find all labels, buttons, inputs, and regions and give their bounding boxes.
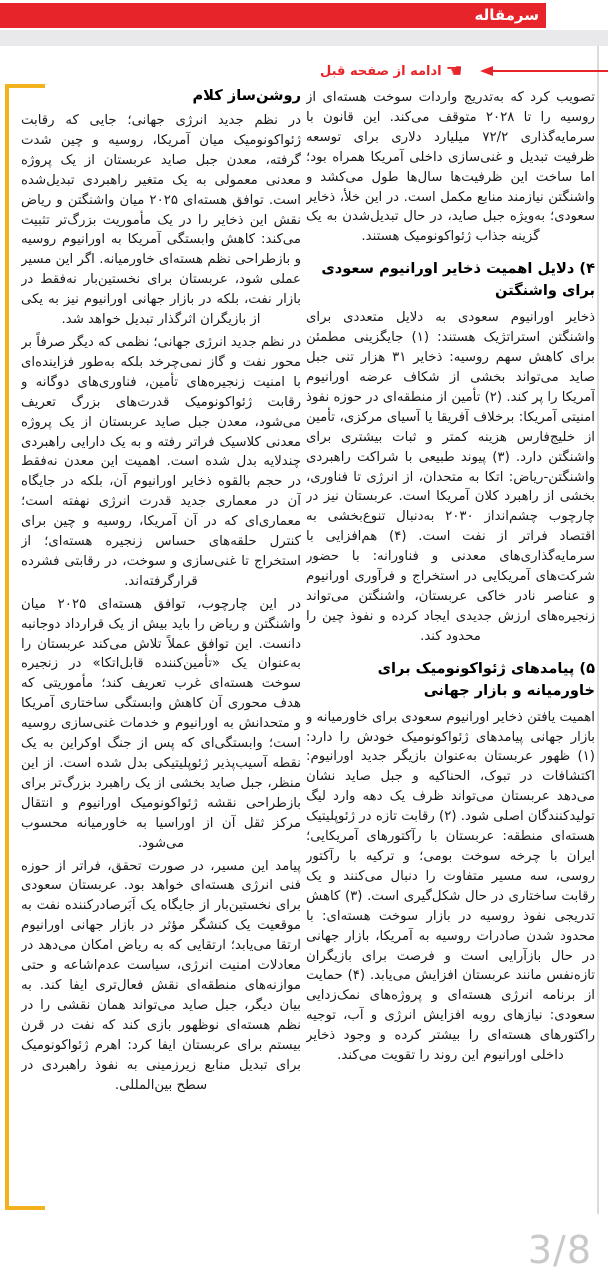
page-edge-divider (597, 46, 599, 1214)
page-number: 3/8 (527, 1228, 592, 1272)
column-right (306, 88, 595, 1218)
section-4-body: ذخایر اورانیوم سعودی به دلایل متعددی برای واشنگتن استراتژیک هستند: (۱) جایگزینی مطمئن برای کاهش سهم روسیه: ذخایر ۳۱ هزار تنی جبل صاید می‌تواند بخشی از شکاف عرضه اورانیوم آمریکا را پر کند. (۲) تأمین از منطقه‌ای در حوزه نفوذ امنیتی آمریکا: برخلاف آفریقا یا آسیای مرکزی، تأمین از خلیج‌فارس هزینه کمتر و ثبات بیشتری برای واشنگتن دارد. (۳) پیوند طبیعی با شراکت راهبردی واشنگتن-ریاض: اتکا به متحدان، از انرژی تا فناوری، بخشی از راهبرد کلان آمریکا است. عربستان نیز در چارچوب چشم‌انداز ۲۰۳۰ به‌دنبال تنوع‌بخشی به اقتصاد فراتر از نفت است. (۴) هم‌افزایی با سرمایه‌گذاری‌های معدنی و فناورانه: با حضور شرکت‌های آمریکایی در استخراج و فرآوری اورانیوم و عناصر نادر خاکی عربستان، واشنگتن می‌تواند زنجیره‌های ارزش جدیدی ایجاد کرده و نفوذ چین را محدود کند. (306, 310, 595, 644)
left-arrowhead-icon (480, 66, 493, 76)
section-5-heading: ۵) پیامدهای ژئواکونومیک برای خاورمیانه و بازار جهانی (377, 659, 595, 699)
pointing-hand-icon: ☚ (445, 59, 463, 82)
intro-paragraph: تصویب کرد که به‌تدریج واردات سوخت هسته‌ای از روسیه را تا ۲۰۲۸ متوقف می‌کند. این قانون با سرمایه‌گذاری ۷۲/۲ میلیارد دلاری برای توسعه ظرفیت تبدیل و غنی‌سازی داخلی آمریکا همراه بود؛ اما ساخت این ظرفیت‌ها سال‌ها طول می‌کشد و واشنگتن نیازمند منابع مکمل است. در این خلأ، ذخایر سعودی؛ به‌ویژه جبل صاید، در حال تبدیل‌شدن به یک گزینه جذاب ژئواکونومیک هستند. (306, 90, 595, 245)
section-title: سرمقاله (474, 6, 539, 24)
section-5-body: اهمیت یافتن ذخایر اورانیوم سعودی برای خاورمیانه و بازار جهانی پیامدهای ژئواکونومیک خودش را دارد: (۱) ظهور عربستان به‌عنوان بازیگر جدید اورانیوم: اکتشافات در تبوک، الحناکیه و جبل صاید نشان می‌دهد عربستان می‌تواند ظرف یک دهه وارد لیگ تولیدکنندگان اصلی شود. (۲) رقابت تازه در ژئوپلیتیک هسته‌ای منطقه: عربستان با رآکتورهای آمریکایی؛ ایران با چرخه سوخت بومی؛ و ترکیه با رآکتور روسی، سه مسیر متفاوت را دنبال می‌کنند و یک رقابت ساختاری در حال شکل‌گیری است. (۳) کاهش تدریجی نفوذ روسیه در بازار سوخت هسته‌ای: با محدود شدن صادرات روسیه به آمریکا، بازار جهانی در حال بازآرایی است و فرصت برای بازیگران تازه‌نفس مانند عربستان افزایش می‌یابد. (۴) حمایت از برنامه انرژی هسته‌ای و پروژه‌های نمک‌زدایی سعودی: نیازهای روبه افزایش انرژی و آب، توجیه راکتورهای هسته‌ای را بیشتر کرده و وجود ذخایر داخلی اورانیوم این روند را تقویت می‌کند. (306, 709, 595, 1064)
section-4-heading: ۴) دلایل اهمیت ذخایر اورانیوم سعودی برای واشنگتن (321, 260, 595, 300)
section-header-bar (0, 3, 546, 28)
left-paragraph-2: در نظم جدید انرژی جهانی؛ نظمی که دیگر صرفاً بر محور نفت و گاز نمی‌چرخد بلکه به‌طور فزاینده‌ای با امنیت زنجیره‌های تأمین، فناوری‌های دوگانه و رقابت ژئواکونومیک قدرت‌های بزرگ تعریف می‌شود، معدن جبل صاید عربستان از یک پروژه معدنی کلاسیک فراتر رفته و به یک دارایی راهبردی چندلایه بدل شده است. اهمیت این معدن نه‌فقط در حجم بالقوه ذخایر اورانیوم آن، بلکه در جایگاه آن در معماری جدید قدرت انرژی نهفته است؛ معماری‌ای که در آن آمریکا، روسیه و چین برای کنترل حلقه‌های حساس زنجیره هسته‌ای؛ از استخراج تا غنی‌سازی و سوخت، در رقابتی فشرده قرارگرفته‌اند. (21, 334, 301, 589)
left-paragraph-3: در این چارچوب، توافق هسته‌ای ۲۰۲۵ میان واشنگتن و ریاض را باید بیش از یک قرارداد دوجانبه دانست. این توافق عملاً تلاش می‌کند عربستان را به‌عنوان یک «تأمین‌کننده قابل‌اتکا» در زنجیره سوخت هسته‌ای غرب تعریف کند؛ مأموریتی که هدف محوری آن کاهش وابستگی ساختاری آمریکا و متحدانش به اورانیوم و خدمات غنی‌سازی روسیه است؛ وابستگی‌ای که پس از جنگ اوکراین به یک نقطه آسیب‌پذیر ژئوپلیتیکی بدل شده است. از این منظر، جبل صاید بخشی از یک راهبرد بزرگ‌تر برای بازطراحی نقشه ژئواکونومیک اورانیوم و انتقال مرکز ثقل آن از اوراسیا به خاورمیانه محسوب می‌شود. (21, 596, 301, 851)
arrow-line (493, 70, 608, 72)
continued-label: ادامه از صفحه قبل (320, 63, 442, 79)
left-column-heading: روشن‌ساز کلام (192, 87, 301, 104)
left-paragraph-1: در نظم جدید انرژی جهانی؛ جایی که رقابت ژئواکونومیک میان آمریکا، روسیه و چین شدت گرفته، معدن جبل صاید عربستان از یک پروژه معدنی معمولی به یک متغیر راهبردی تبدیل‌شده است. توافق هسته‌ای ۲۰۲۵ میان واشنگتن و ریاض نقش این ذخایر را در یک مأموریت بزرگ‌تر تثبیت می‌کند: کاهش وابستگی آمریکا به اورانیوم روسیه و بازطراحی نظم هسته‌ای خاورمیانه. اگر این مسیر عملی شود، عربستان برای نخستین‌بار نه‌فقط در بازار نفت، بلکه در بازار جهانی اورانیوم نیز به یکی از بازیگران اثرگذار تبدیل خواهد شد. (21, 113, 301, 328)
continued-from-previous-marker (320, 59, 608, 83)
left-paragraph-4: پیامد این مسیر، در صورت تحقق، فراتر از حوزه فنی انرژی هسته‌ای خواهد بود. عربستان سعودی برای نخستین‌بار از جایگاه یک اَبَرصادرکننده نفت به موقعیت یک کنشگر مؤثر در بازار جهانی اورانیوم ارتقا می‌یابد؛ ارتقایی که به ریاض امکان می‌دهد در معادلات امنیت انرژی، سیاست عدم‌اشاعه و حتی موازنه‌های منطقه‌ای نقش فعال‌تری ایفا کند. به بیان دیگر، جبل صاید می‌تواند همان نقشی را در نظم هسته‌ای نوظهور بازی کند که نفت در قرن بیستم برای عربستان ایفا کرد: اهرم ژئواکونومیک برای تبدیل منابع زیرزمینی به نفوذ راهبردی در سطح بین‌المللی. (21, 858, 301, 1093)
column-left (21, 86, 301, 1164)
header-shadow-strip (0, 30, 608, 46)
